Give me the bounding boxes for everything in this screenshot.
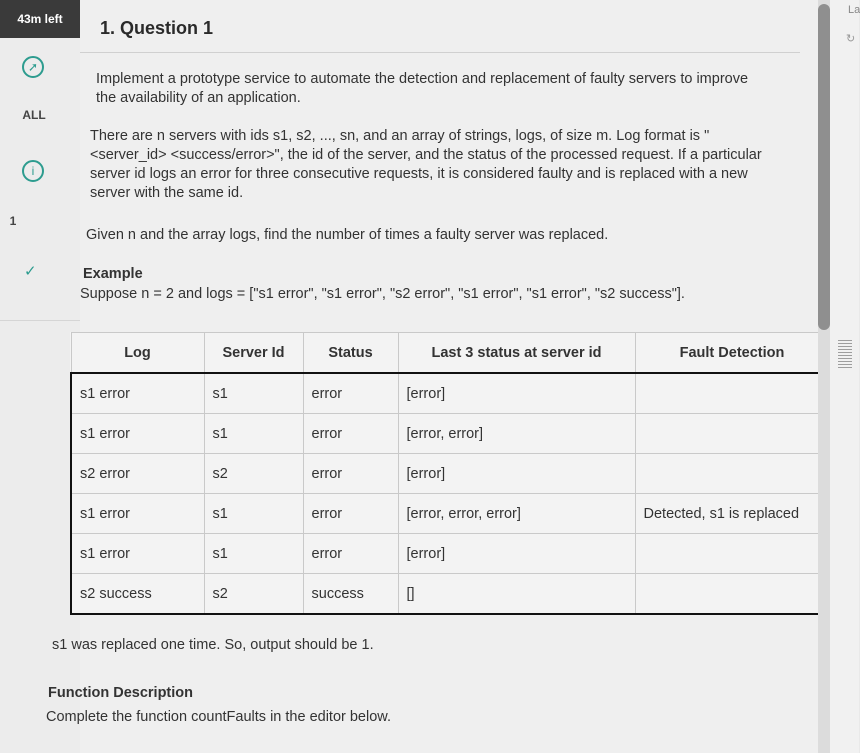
result-text: s1 was replaced one time. So, output should be 1.: [52, 637, 374, 653]
cell-status: success: [303, 574, 398, 615]
header-server-id: Server Id: [204, 333, 303, 374]
header-fault-detection: Fault Detection: [635, 333, 829, 374]
cell-last-3: [error]: [398, 454, 635, 494]
cell-log: s1 error: [71, 414, 204, 454]
cell-last-3: [error]: [398, 373, 635, 414]
cell-status: error: [303, 414, 398, 454]
cell-status: error: [303, 454, 398, 494]
cell-server-id: s2: [204, 574, 303, 615]
cell-fault: [635, 454, 829, 494]
time-remaining: 43m left: [0, 0, 80, 38]
title-divider: [80, 52, 800, 53]
cell-log: s1 error: [71, 534, 204, 574]
function-description-text: Complete the function countFaults in the editor below.: [46, 709, 391, 725]
cell-fault: [635, 373, 829, 414]
table-row: [71, 574, 829, 615]
cell-log: s1 error: [71, 494, 204, 534]
cell-fault: [635, 574, 829, 615]
scrollbar-thumb[interactable]: [818, 4, 830, 330]
table-row: [71, 454, 829, 494]
table-header-row: [71, 333, 829, 374]
check-icon: ✓: [24, 263, 37, 280]
header-log: Log: [71, 333, 204, 374]
cell-log: s1 error: [71, 373, 204, 414]
cell-status: error: [303, 373, 398, 414]
cell-server-id: s1: [204, 373, 303, 414]
cell-server-id: s1: [204, 534, 303, 574]
cell-fault: [635, 414, 829, 454]
intro-paragraph: Implement a prototype service to automate the detection and replacement of faulty servers to improve the availability of an application.: [96, 71, 749, 106]
description-paragraph: There are n servers with ids s1, s2, ..., sn, and an array of strings, logs, of size m. Log format is "<server_id> <success/error>", the id of the server, and the status of the processed request. If a particular server id logs an error for three consecutive requests, it is considered faulty and is replaced with a new server with the same id.: [90, 128, 762, 201]
info-icon[interactable]: i: [22, 160, 44, 182]
rail-divider: [0, 320, 80, 321]
table-row: [71, 373, 829, 414]
cell-fault: Detected, s1 is replaced: [635, 494, 829, 534]
cell-server-id: s1: [204, 414, 303, 454]
example-text: Suppose n = 2 and logs = ["s1 error", "s1 error", "s2 error", "s1 error", "s1 error", "s2 success"].: [80, 286, 685, 302]
language-label[interactable]: La: [848, 4, 860, 16]
resize-handle[interactable]: [838, 340, 852, 368]
question-panel: [46, 0, 818, 753]
cell-log: s2 error: [71, 454, 204, 494]
cell-status: error: [303, 534, 398, 574]
cell-last-3: [error]: [398, 534, 635, 574]
table-row: [71, 414, 829, 454]
cell-server-id: s1: [204, 494, 303, 534]
table-row: [71, 494, 829, 534]
cell-server-id: s2: [204, 454, 303, 494]
example-heading: Example: [83, 266, 143, 282]
cell-last-3: []: [398, 574, 635, 615]
question-number-link[interactable]: 1: [9, 214, 17, 228]
clock-icon[interactable]: ➚: [22, 56, 44, 78]
all-questions-link[interactable]: ALL: [22, 108, 46, 122]
cell-last-3: [error, error, error]: [398, 494, 635, 534]
cell-log: s2 success: [71, 574, 204, 615]
cell-last-3: [error, error]: [398, 414, 635, 454]
cell-fault: [635, 534, 829, 574]
question-title: 1. Question 1: [100, 18, 214, 38]
example-table: [70, 332, 830, 615]
table-row: [71, 534, 829, 574]
function-description-heading: Function Description: [48, 685, 193, 701]
right-panel-edge: [830, 0, 859, 753]
refresh-icon[interactable]: ↻: [846, 33, 856, 45]
header-last-3-status: Last 3 status at server id: [398, 333, 635, 374]
task-paragraph: Given n and the array logs, find the number of times a faulty server was replaced.: [86, 227, 609, 243]
header-status: Status: [303, 333, 398, 374]
cell-status: error: [303, 494, 398, 534]
